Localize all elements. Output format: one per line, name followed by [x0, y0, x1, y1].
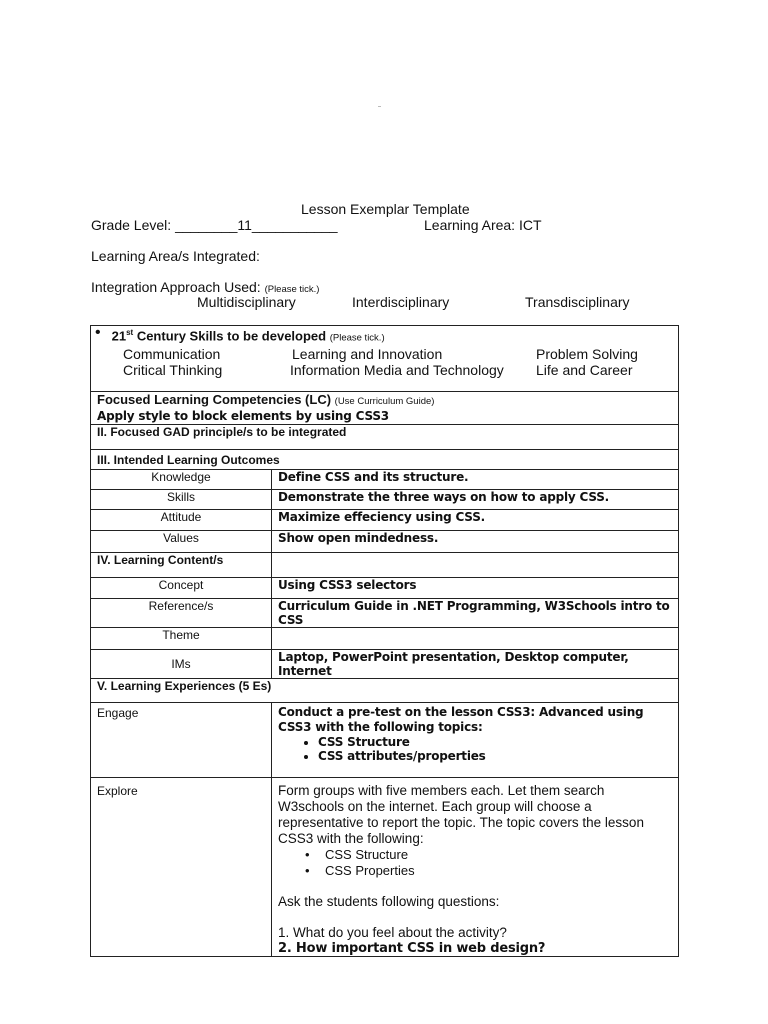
explore-list — [278, 847, 672, 879]
experiences-title: V. Learning Experiences (5 Es) — [91, 679, 679, 703]
skills-grid — [95, 345, 672, 391]
outcomes-title: III. Intended Learning Outcomes — [91, 450, 679, 470]
engage-text: Conduct a pre-test on the lesson CSS3: Advanced using CSS3 with the following topics: — [278, 705, 644, 735]
content-value: Laptop, PowerPoint presentation, Desktop computer, Internet — [272, 650, 679, 679]
competencies-row — [91, 392, 679, 425]
competencies-cell — [91, 392, 679, 425]
skill-learning-innovation: Learning and Innovation — [292, 346, 443, 363]
explore-question-2: 2. How important CSS in web design? — [278, 941, 546, 957]
content-label: Reference/s — [91, 599, 272, 628]
content-row — [91, 628, 679, 650]
skills-title — [95, 326, 672, 345]
content-header-row — [91, 553, 679, 578]
content-label: Concept — [91, 578, 272, 599]
outcome-row — [91, 531, 679, 553]
approach-interdisciplinary: Interdisciplinary — [352, 294, 450, 310]
skills-title-text: Century Skills to be developed — [133, 328, 330, 344]
skill-life-career: Life and Career — [536, 362, 633, 379]
explore-row — [91, 778, 679, 957]
approach-multidisciplinary: Multidisciplinary — [197, 294, 296, 310]
skill-information-media: Information Media and Technology — [290, 362, 504, 379]
outcome-value: Show open mindedness. — [272, 531, 679, 553]
competencies-title-line — [97, 392, 672, 409]
page-title: Lesson Exemplar Template — [301, 201, 470, 217]
grade-level-value: ________11___________ — [175, 217, 338, 233]
content-header-empty — [272, 553, 679, 578]
outcome-value: Maximize effeciency using CSS. — [272, 510, 679, 531]
scan-speck — [378, 106, 381, 107]
engage-item: • CSS attributes/properties — [318, 749, 672, 763]
skills-title-st: st — [126, 328, 134, 337]
content-value: Curriculum Guide in .NET Programming, W3Schools intro to CSS — [272, 599, 679, 628]
engage-list — [278, 735, 672, 763]
content-label: IMs — [91, 650, 272, 679]
competencies-title: Focused Learning Competencies (LC) — [97, 392, 335, 408]
gad-title: II. Focused GAD principle/s to be integrated — [91, 425, 679, 450]
content-value — [272, 628, 679, 650]
content-row — [91, 599, 679, 628]
explore-item: • CSS Structure — [325, 847, 672, 863]
approach-line — [91, 279, 319, 295]
explore-cell — [272, 778, 679, 957]
approach-label: Integration Approach Used: — [91, 279, 265, 295]
skill-communication: Communication — [123, 346, 221, 363]
approach-transdisciplinary: Transdisciplinary — [525, 294, 630, 310]
competencies-value: Apply style to block elements by using CSS3 — [97, 409, 389, 424]
explore-text: Form groups with five members each. Let them search W3schools on the internet. Each group will choose a representative to report the topic. The topic covers the lesson CSS3 with the following: — [278, 783, 644, 847]
skills-row — [91, 326, 679, 392]
outcome-label: Attitude — [91, 510, 272, 531]
learning-area: Learning Area: ICT — [424, 217, 542, 233]
outcome-row — [91, 490, 679, 510]
skill-problem-solving: Problem Solving — [536, 346, 638, 363]
explore-question-1: 1. What do you feel about the activity? — [278, 925, 507, 941]
skill-critical-thinking: Critical Thinking — [123, 362, 223, 379]
content-title: IV. Learning Content/s — [91, 553, 272, 578]
outcomes-header-row — [91, 450, 679, 470]
explore-item: • CSS Properties — [325, 863, 672, 879]
skills-bullet: • — [95, 325, 101, 341]
content-row — [91, 650, 679, 679]
engage-row — [91, 703, 679, 778]
grade-level — [91, 217, 338, 233]
content-row — [91, 578, 679, 599]
experiences-header-row — [91, 679, 679, 703]
engage-label: Engage — [91, 703, 272, 778]
explore-questions-intro: Ask the students following questions: — [278, 894, 500, 910]
outcome-row — [91, 470, 679, 490]
engage-item: • CSS Structure — [318, 735, 672, 749]
grade-level-label: Grade Level: — [91, 217, 176, 233]
integrated-label: Learning Area/s Integrated: — [91, 248, 260, 264]
engage-cell — [272, 703, 679, 778]
outcome-label: Skills — [91, 490, 272, 510]
lesson-table — [90, 325, 679, 957]
outcome-value: Define CSS and its structure. — [272, 470, 679, 490]
content-value: Using CSS3 selectors — [272, 578, 679, 599]
skills-note: (Please tick.) — [329, 332, 385, 344]
outcome-label: Knowledge — [91, 470, 272, 490]
gad-row — [91, 425, 679, 450]
skills-title-21: 21 — [111, 328, 127, 344]
outcome-row — [91, 510, 679, 531]
explore-label: Explore — [91, 778, 272, 957]
skills-cell — [91, 326, 679, 392]
content-label: Theme — [91, 628, 272, 650]
outcome-value: Demonstrate the three ways on how to apply CSS. — [272, 490, 679, 510]
competencies-note: (Use Curriculum Guide) — [334, 396, 435, 408]
approach-note: (Please tick.) — [264, 284, 320, 295]
outcome-label: Values — [91, 531, 272, 553]
